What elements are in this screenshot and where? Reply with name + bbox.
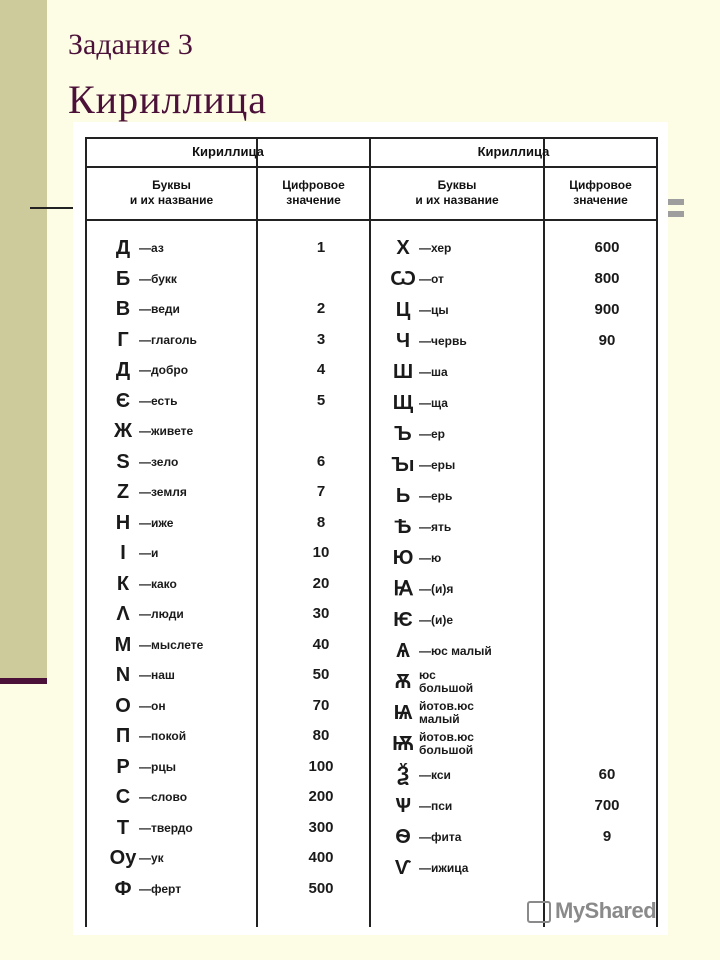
letter-name: —кси <box>419 768 451 782</box>
letter-glyph: С <box>115 786 131 808</box>
left-value-column-header <box>258 178 369 208</box>
letter-row <box>105 813 369 843</box>
numeric-value: 800 <box>594 270 620 287</box>
letter-glyph: Щ <box>392 392 414 414</box>
letter-name: —веди <box>139 302 180 316</box>
letter-name: —земля <box>139 485 187 499</box>
letter-name: —он <box>139 698 166 713</box>
letter-row <box>385 729 656 759</box>
letter-name: —пси <box>419 799 453 813</box>
letter-name: йотов.юс большой <box>419 730 474 757</box>
numeric-value: 100 <box>308 757 334 775</box>
letter-name: —ферт <box>139 881 182 896</box>
letter-glyph: Ѵ <box>394 857 412 879</box>
letter-row <box>385 512 656 542</box>
numeric-value: 500 <box>308 879 334 897</box>
right-letters-header-text: Буквы и их название <box>415 178 499 207</box>
letter-name: —есть <box>139 393 178 408</box>
letter-row <box>105 477 369 507</box>
numeric-value: 3 <box>316 330 326 348</box>
letter-glyph: Т <box>116 816 130 839</box>
letter-row <box>385 605 656 635</box>
letter-name: —покой <box>139 729 187 743</box>
letter-row <box>105 630 369 660</box>
numeric-value: 40 <box>312 635 330 653</box>
letter-row <box>385 667 656 697</box>
numeric-value: 80 <box>312 727 330 744</box>
letter-glyph: Д <box>115 237 131 259</box>
letter-row <box>105 599 369 629</box>
letter-name: —ю <box>419 551 442 565</box>
letter-name: —ша <box>419 365 448 379</box>
watermark-text: MyShared <box>555 898 657 923</box>
numeric-value: 6 <box>316 452 326 470</box>
letter-row <box>385 295 656 325</box>
letter-row <box>105 233 369 263</box>
letter-name: йотов.юс малый <box>419 699 474 726</box>
letter-glyph: Д <box>115 359 131 381</box>
table-subheader-rule <box>85 219 658 221</box>
letter-glyph: Х <box>396 237 410 259</box>
letter-glyph: Ꙗ <box>393 578 413 600</box>
table-border-right <box>656 137 658 927</box>
letter-glyph: Ь <box>395 485 411 507</box>
letter-glyph: Є <box>115 389 131 412</box>
letter-name: —ять <box>419 520 452 534</box>
letter-row <box>385 326 656 356</box>
title-divider-right-1 <box>668 199 684 205</box>
presentation-icon <box>527 901 551 923</box>
letter-row <box>385 481 656 511</box>
letter-row <box>385 233 656 263</box>
letter-glyph: Г <box>117 328 129 351</box>
table-border-top <box>85 137 658 139</box>
letter-glyph: О <box>115 694 131 717</box>
letter-row <box>105 721 369 751</box>
letter-row <box>385 822 656 852</box>
letter-row <box>105 569 369 599</box>
letter-row <box>105 325 369 355</box>
table-divider-middle <box>369 137 371 927</box>
numeric-value: 30 <box>312 605 330 622</box>
numeric-value: 90 <box>598 332 616 349</box>
letter-row <box>385 264 656 294</box>
letter-name: —зело <box>139 454 179 469</box>
letter-name: —наш <box>139 668 175 682</box>
slide-side-accent <box>0 678 47 684</box>
letter-glyph: Λ <box>116 603 130 625</box>
letter-name: —ща <box>419 396 448 410</box>
letter-glyph: Ѥ <box>393 609 413 631</box>
numeric-value: 8 <box>316 513 326 531</box>
letter-row <box>105 355 369 385</box>
watermark <box>527 898 656 924</box>
right-value-column-header <box>545 178 656 208</box>
letter-row <box>385 791 656 821</box>
letter-row <box>105 538 369 568</box>
letter-row <box>385 388 656 418</box>
left-section-header: Кириллица <box>192 144 264 159</box>
letter-name: —мыслете <box>139 637 204 652</box>
numeric-value: 60 <box>598 766 616 783</box>
letter-glyph: Ѭ <box>392 733 414 755</box>
letter-name: —фита <box>419 830 462 844</box>
slide-side-bar <box>0 0 47 678</box>
letter-glyph: Ѫ <box>394 671 412 693</box>
letter-glyph: Ц <box>395 299 411 321</box>
letter-row <box>105 843 369 873</box>
left-value-header-text: Цифровое значение <box>282 178 345 207</box>
letter-name: —(и)я <box>419 582 454 596</box>
letter-name: —люди <box>139 607 184 621</box>
title-divider-right-2 <box>668 211 684 217</box>
letter-row <box>105 752 369 782</box>
letter-row <box>105 660 369 690</box>
letter-name: —рцы <box>139 759 176 774</box>
letter-glyph: Оу <box>109 847 137 869</box>
letter-glyph: Ш <box>392 361 414 383</box>
slide-task-title: Задание 3 <box>68 28 193 61</box>
letter-name: —живете <box>139 424 194 438</box>
letter-row <box>105 874 369 904</box>
letter-glyph: Ж <box>113 420 133 442</box>
letter-glyph: Ѡ <box>390 268 416 290</box>
letter-glyph: Б <box>115 267 131 290</box>
numeric-value: 20 <box>312 574 330 592</box>
letter-name: —ерь <box>419 489 453 503</box>
letter-name: —червь <box>419 334 467 348</box>
numeric-value: 400 <box>308 849 334 866</box>
numeric-value: 1 <box>316 239 326 256</box>
letter-row <box>385 450 656 480</box>
letter-glyph: N <box>115 664 131 686</box>
letter-name: —букк <box>139 271 177 286</box>
letter-glyph: П <box>115 725 131 747</box>
right-section-header: Кириллица <box>477 144 550 159</box>
numeric-value: 4 <box>316 361 326 378</box>
letter-name: —аз <box>139 241 164 255</box>
numeric-value: 5 <box>316 391 326 409</box>
letter-row <box>385 543 656 573</box>
letter-row <box>385 853 656 883</box>
letter-name: —добро <box>139 363 189 377</box>
letter-glyph: Ю <box>392 547 414 569</box>
letter-glyph: Ѣ <box>394 516 412 538</box>
numeric-value: 700 <box>594 797 620 814</box>
letter-glyph: М <box>114 633 132 656</box>
letter-name: —глаголь <box>139 332 197 347</box>
left-letters-column-header <box>87 178 256 208</box>
letter-glyph: Ѧ <box>396 640 410 662</box>
numeric-value: 300 <box>308 818 334 836</box>
right-value-header-text: Цифровое значение <box>569 178 632 207</box>
table-border-left <box>85 137 87 927</box>
numeric-value: 9 <box>602 828 612 845</box>
letter-name: —ер <box>419 427 446 441</box>
letter-name: юс большой <box>419 668 474 695</box>
letter-glyph: Р <box>116 755 130 778</box>
letter-name: —цы <box>419 303 449 317</box>
letter-row <box>385 574 656 604</box>
title-divider-left <box>30 207 74 209</box>
letter-name: —слово <box>139 790 188 804</box>
letter-row <box>385 636 656 666</box>
letter-row <box>105 264 369 294</box>
letter-glyph: Ъ <box>394 423 412 445</box>
numeric-value: 10 <box>312 544 330 561</box>
numeric-value: 600 <box>594 239 620 256</box>
letter-row <box>105 294 369 324</box>
numeric-value: 50 <box>312 666 330 683</box>
letter-name: —ижица <box>419 861 469 875</box>
letter-glyph: Ъı <box>391 454 415 476</box>
left-letters-header-text: Буквы и их название <box>129 178 214 207</box>
letter-glyph: S <box>116 450 130 473</box>
letter-glyph: I <box>120 542 126 564</box>
letter-row <box>105 782 369 812</box>
cyrillic-table <box>73 122 668 935</box>
letter-name: —како <box>139 576 177 591</box>
letter-glyph: Н <box>115 511 131 534</box>
letter-row <box>105 416 369 446</box>
numeric-value: 7 <box>316 483 326 500</box>
letter-row <box>105 691 369 721</box>
letter-name: —твердо <box>139 820 193 835</box>
numeric-value: 900 <box>594 301 620 318</box>
letter-name: —и <box>139 546 159 560</box>
letter-glyph: Ѱ <box>394 795 412 817</box>
numeric-value: 200 <box>308 788 334 805</box>
slide-topic-title: Кириллица <box>68 77 267 122</box>
letter-glyph: Ѩ <box>393 702 413 724</box>
letter-glyph: Ζ <box>116 481 130 503</box>
letter-name: —еры <box>419 458 456 472</box>
letter-row <box>105 508 369 538</box>
letter-row <box>385 419 656 449</box>
numeric-value: 2 <box>316 300 326 317</box>
letter-row <box>105 386 369 416</box>
letter-row <box>105 447 369 477</box>
letter-glyph: К <box>116 572 130 595</box>
letter-row <box>385 698 656 728</box>
letter-name: —(и)е <box>419 613 454 627</box>
letter-name: —юс малый <box>419 644 492 658</box>
numeric-value: 70 <box>312 696 330 714</box>
letter-name: —от <box>419 272 444 286</box>
right-letters-column-header <box>371 178 543 208</box>
letter-glyph: Ѳ <box>395 826 411 848</box>
letter-name: —хер <box>419 241 452 255</box>
letter-row <box>385 357 656 387</box>
table-header-rule <box>85 166 658 168</box>
letter-row <box>385 760 656 790</box>
letter-name: —ук <box>139 851 164 865</box>
letter-glyph: Ф <box>114 877 132 900</box>
letter-name: —иже <box>139 515 174 530</box>
letter-glyph: Ѯ <box>396 764 410 786</box>
letter-glyph: В <box>115 298 131 320</box>
letter-glyph: Ч <box>395 330 411 352</box>
